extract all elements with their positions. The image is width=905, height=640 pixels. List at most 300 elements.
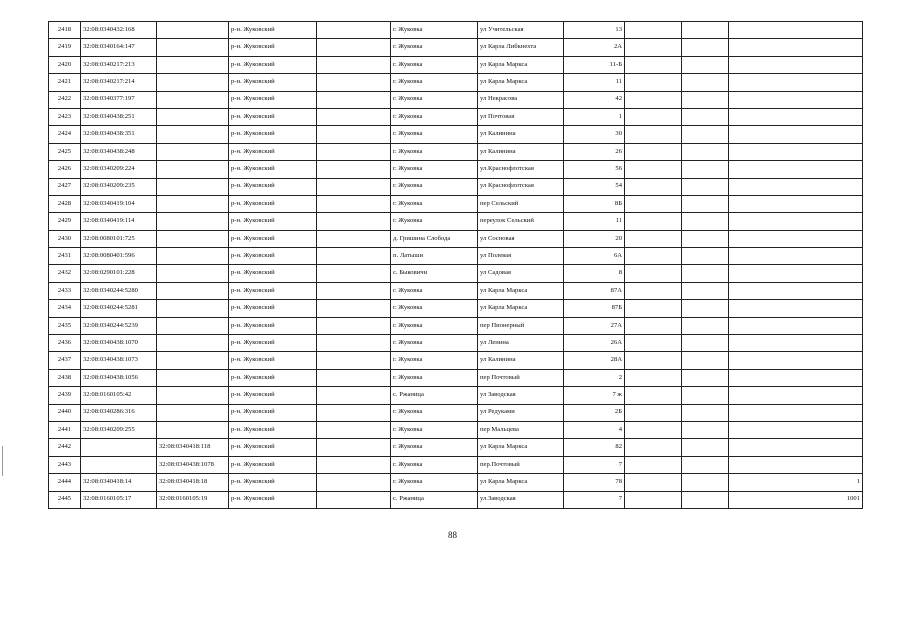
table-row bbox=[49, 22, 863, 39]
settlement-cell: г. Жуковка bbox=[391, 404, 478, 421]
district-cell: р-н. Жуковский bbox=[229, 352, 317, 369]
table-row bbox=[49, 282, 863, 299]
settlement-cell: г. Жуковка bbox=[391, 300, 478, 317]
settlement-cell: г. Жуковка bbox=[391, 421, 478, 438]
settlement-cell: г. Жуковка bbox=[391, 56, 478, 73]
settlement-cell: г. Жуковка bbox=[391, 213, 478, 230]
blank-cell bbox=[682, 265, 729, 282]
settlement-cell: г. Жуковка bbox=[391, 108, 478, 125]
blank-cell bbox=[625, 161, 682, 178]
blank-cell bbox=[625, 248, 682, 265]
blank-cell bbox=[682, 56, 729, 73]
table-row bbox=[49, 213, 863, 230]
row-number-cell: 2422 bbox=[49, 91, 81, 108]
street-cell: ул Калинина bbox=[478, 352, 564, 369]
table-row bbox=[49, 39, 863, 56]
blank-cell bbox=[317, 126, 391, 143]
table-row bbox=[49, 456, 863, 473]
row-number-cell: 2424 bbox=[49, 126, 81, 143]
extra-value-cell bbox=[729, 282, 863, 299]
extra-value-cell bbox=[729, 91, 863, 108]
settlement-cell: г. Жуковка bbox=[391, 317, 478, 334]
district-cell: р-н. Жуковский bbox=[229, 404, 317, 421]
settlement-cell: с. Ржаница bbox=[391, 387, 478, 404]
row-number-cell: 2433 bbox=[49, 282, 81, 299]
blank-cell bbox=[625, 56, 682, 73]
row-number-cell: 2436 bbox=[49, 335, 81, 352]
row-number-cell: 2419 bbox=[49, 39, 81, 56]
district-cell: р-н. Жуковский bbox=[229, 317, 317, 334]
house-number-cell: 26А bbox=[564, 335, 625, 352]
district-cell: р-н. Жуковский bbox=[229, 335, 317, 352]
cadastral-number-2-cell bbox=[157, 404, 229, 421]
house-number-cell: 11-Б bbox=[564, 56, 625, 73]
district-cell: р-н. Жуковский bbox=[229, 230, 317, 247]
street-cell: ул Карла Маркса bbox=[478, 474, 564, 491]
street-cell: пер Сельский bbox=[478, 195, 564, 212]
blank-cell bbox=[317, 300, 391, 317]
street-cell: ул Садовая bbox=[478, 265, 564, 282]
blank-cell bbox=[317, 74, 391, 91]
page-number: 88 bbox=[448, 530, 457, 540]
extra-value-cell bbox=[729, 161, 863, 178]
blank-cell bbox=[682, 248, 729, 265]
cadastral-number-cell: 32:08:0340286:316 bbox=[81, 404, 157, 421]
row-number-cell: 2432 bbox=[49, 265, 81, 282]
blank-cell bbox=[625, 213, 682, 230]
settlement-cell: г. Жуковка bbox=[391, 39, 478, 56]
blank-cell bbox=[317, 265, 391, 282]
street-cell: ул Краснофлотская bbox=[478, 178, 564, 195]
street-cell: ул Карла Маркса bbox=[478, 439, 564, 456]
settlement-cell: с. Быковичи bbox=[391, 265, 478, 282]
street-cell: ул Карла Либкнехта bbox=[478, 39, 564, 56]
blank-cell bbox=[682, 387, 729, 404]
cadastral-number-2-cell bbox=[157, 317, 229, 334]
scan-edge-mark bbox=[2, 446, 3, 476]
row-number-cell: 2420 bbox=[49, 56, 81, 73]
blank-cell bbox=[625, 108, 682, 125]
house-number-cell: 11 bbox=[564, 213, 625, 230]
street-cell: ул.Заводская bbox=[478, 491, 564, 508]
row-number-cell: 2439 bbox=[49, 387, 81, 404]
street-cell: ул Некрасова bbox=[478, 91, 564, 108]
street-cell: ул Полевая bbox=[478, 248, 564, 265]
cadastral-number-cell: 32:08:0340438:351 bbox=[81, 126, 157, 143]
house-number-cell: 28А bbox=[564, 352, 625, 369]
cadastral-number-cell: 32:08:0340438:251 bbox=[81, 108, 157, 125]
district-cell: р-н. Жуковский bbox=[229, 195, 317, 212]
table-row bbox=[49, 404, 863, 421]
settlement-cell: г. Жуковка bbox=[391, 126, 478, 143]
house-number-cell: 2 bbox=[564, 369, 625, 386]
blank-cell bbox=[625, 265, 682, 282]
blank-cell bbox=[682, 282, 729, 299]
cadastral-number-2-cell bbox=[157, 213, 229, 230]
house-number-cell: 56 bbox=[564, 161, 625, 178]
table-row bbox=[49, 91, 863, 108]
house-number-cell: 1 bbox=[564, 108, 625, 125]
district-cell: р-н. Жуковский bbox=[229, 369, 317, 386]
blank-cell bbox=[625, 335, 682, 352]
street-cell: пер Почтовый bbox=[478, 369, 564, 386]
row-number-cell: 2440 bbox=[49, 404, 81, 421]
district-cell: р-н. Жуковский bbox=[229, 126, 317, 143]
cadastral-number-cell: 32:08:0340438:1056 bbox=[81, 369, 157, 386]
house-number-cell: 13 bbox=[564, 22, 625, 39]
table-row bbox=[49, 178, 863, 195]
blank-cell bbox=[625, 491, 682, 508]
blank-cell bbox=[682, 369, 729, 386]
settlement-cell: г. Жуковка bbox=[391, 161, 478, 178]
table-row bbox=[49, 265, 863, 282]
cadastral-number-cell: 32:08:0340209:255 bbox=[81, 421, 157, 438]
settlement-cell: г. Жуковка bbox=[391, 74, 478, 91]
row-number-cell: 2445 bbox=[49, 491, 81, 508]
district-cell: р-н. Жуковский bbox=[229, 439, 317, 456]
row-number-cell: 2428 bbox=[49, 195, 81, 212]
house-number-cell: 7 ж bbox=[564, 387, 625, 404]
row-number-cell: 2427 bbox=[49, 178, 81, 195]
cadastral-number-cell: 32:08:0340419:114 bbox=[81, 213, 157, 230]
blank-cell bbox=[317, 387, 391, 404]
blank-cell bbox=[317, 178, 391, 195]
cadastral-number-cell: 32:08:0080401:596 bbox=[81, 248, 157, 265]
settlement-cell: г. Жуковка bbox=[391, 282, 478, 299]
blank-cell bbox=[317, 282, 391, 299]
blank-cell bbox=[682, 491, 729, 508]
blank-cell bbox=[317, 161, 391, 178]
district-cell: р-н. Жуковский bbox=[229, 56, 317, 73]
street-cell: пер.Почтовый bbox=[478, 456, 564, 473]
house-number-cell: 7 bbox=[564, 456, 625, 473]
blank-cell bbox=[625, 421, 682, 438]
blank-cell bbox=[625, 126, 682, 143]
district-cell: р-н. Жуковский bbox=[229, 265, 317, 282]
cadastral-number-2-cell bbox=[157, 161, 229, 178]
street-cell: ул Редуками bbox=[478, 404, 564, 421]
district-cell: р-н. Жуковский bbox=[229, 248, 317, 265]
cadastral-number-2-cell bbox=[157, 265, 229, 282]
cadastral-number-cell: 32:08:0160105:42 bbox=[81, 387, 157, 404]
row-number-cell: 2438 bbox=[49, 369, 81, 386]
table-row bbox=[49, 161, 863, 178]
district-cell: р-н. Жуковский bbox=[229, 39, 317, 56]
extra-value-cell bbox=[729, 248, 863, 265]
blank-cell bbox=[317, 404, 391, 421]
cadastral-number-cell: 32:08:0340438:1073 bbox=[81, 352, 157, 369]
street-cell: пер Мальцева bbox=[478, 421, 564, 438]
settlement-cell: г. Жуковка bbox=[391, 91, 478, 108]
row-number-cell: 2426 bbox=[49, 161, 81, 178]
blank-cell bbox=[682, 161, 729, 178]
cadastral-number-cell: 32:08:0340244:5281 bbox=[81, 300, 157, 317]
district-cell: р-н. Жуковский bbox=[229, 74, 317, 91]
blank-cell bbox=[682, 91, 729, 108]
row-number-cell: 2434 bbox=[49, 300, 81, 317]
street-cell: ул Почтовая bbox=[478, 108, 564, 125]
street-cell: ул Учительская bbox=[478, 22, 564, 39]
blank-cell bbox=[625, 352, 682, 369]
row-number-cell: 2421 bbox=[49, 74, 81, 91]
cadastral-number-2-cell bbox=[157, 248, 229, 265]
blank-cell bbox=[682, 74, 729, 91]
row-number-cell: 2441 bbox=[49, 421, 81, 438]
blank-cell bbox=[317, 248, 391, 265]
settlement-cell: г. Жуковка bbox=[391, 352, 478, 369]
extra-value-cell bbox=[729, 300, 863, 317]
blank-cell bbox=[317, 352, 391, 369]
blank-cell bbox=[682, 195, 729, 212]
extra-value-cell bbox=[729, 178, 863, 195]
blank-cell bbox=[317, 335, 391, 352]
table-row bbox=[49, 56, 863, 73]
blank-cell bbox=[317, 439, 391, 456]
cadastral-number-2-cell bbox=[157, 108, 229, 125]
table-row bbox=[49, 439, 863, 456]
row-number-cell: 2442 bbox=[49, 439, 81, 456]
extra-value-cell bbox=[729, 456, 863, 473]
street-cell: ул Карла Маркса bbox=[478, 74, 564, 91]
cadastral-number-2-cell bbox=[157, 74, 229, 91]
house-number-cell: 26 bbox=[564, 143, 625, 160]
cadastral-number-2-cell bbox=[157, 230, 229, 247]
district-cell: р-н. Жуковский bbox=[229, 213, 317, 230]
district-cell: р-н. Жуковский bbox=[229, 456, 317, 473]
blank-cell bbox=[682, 421, 729, 438]
blank-cell bbox=[625, 474, 682, 491]
settlement-cell: г. Жуковка bbox=[391, 22, 478, 39]
row-number-cell: 2430 bbox=[49, 230, 81, 247]
blank-cell bbox=[317, 230, 391, 247]
extra-value-cell bbox=[729, 387, 863, 404]
extra-value-cell bbox=[729, 74, 863, 91]
extra-value-cell bbox=[729, 143, 863, 160]
blank-cell bbox=[682, 474, 729, 491]
street-cell: ул Карла Маркса bbox=[478, 56, 564, 73]
cadastral-number-cell: 32:08:0340438:1070 bbox=[81, 335, 157, 352]
house-number-cell: 82 bbox=[564, 439, 625, 456]
blank-cell bbox=[317, 56, 391, 73]
settlement-cell: г. Жуковка bbox=[391, 178, 478, 195]
cadastral-number-cell: 32:08:0340164:147 bbox=[81, 39, 157, 56]
row-number-cell: 2429 bbox=[49, 213, 81, 230]
blank-cell bbox=[682, 213, 729, 230]
extra-value-cell bbox=[729, 404, 863, 421]
district-cell: р-н. Жуковский bbox=[229, 143, 317, 160]
table-row bbox=[49, 317, 863, 334]
blank-cell bbox=[625, 143, 682, 160]
settlement-cell: г. Жуковка bbox=[391, 474, 478, 491]
house-number-cell: 30 bbox=[564, 126, 625, 143]
row-number-cell: 2431 bbox=[49, 248, 81, 265]
blank-cell bbox=[682, 39, 729, 56]
cadastral-number-2-cell bbox=[157, 22, 229, 39]
table-row bbox=[49, 352, 863, 369]
district-cell: р-н. Жуковский bbox=[229, 421, 317, 438]
cadastral-number-2-cell bbox=[157, 91, 229, 108]
cadastral-number-cell: 32:08:0340217:214 bbox=[81, 74, 157, 91]
blank-cell bbox=[625, 91, 682, 108]
cadastral-number-2-cell bbox=[157, 421, 229, 438]
blank-cell bbox=[682, 108, 729, 125]
row-number-cell: 2444 bbox=[49, 474, 81, 491]
blank-cell bbox=[317, 369, 391, 386]
table-row bbox=[49, 126, 863, 143]
blank-cell bbox=[682, 22, 729, 39]
district-cell: р-н. Жуковский bbox=[229, 300, 317, 317]
blank-cell bbox=[682, 335, 729, 352]
blank-cell bbox=[317, 91, 391, 108]
cadastral-number-2-cell bbox=[157, 300, 229, 317]
blank-cell bbox=[625, 195, 682, 212]
cadastral-number-2-cell bbox=[157, 178, 229, 195]
row-number-cell: 2423 bbox=[49, 108, 81, 125]
cadastral-number-2-cell bbox=[157, 335, 229, 352]
row-number-cell: 2437 bbox=[49, 352, 81, 369]
extra-value-cell bbox=[729, 213, 863, 230]
street-cell: пер Пионерный bbox=[478, 317, 564, 334]
row-number-cell: 2443 bbox=[49, 456, 81, 473]
blank-cell bbox=[317, 456, 391, 473]
blank-cell bbox=[317, 108, 391, 125]
cadastral-number-2-cell bbox=[157, 39, 229, 56]
table-row bbox=[49, 421, 863, 438]
table-row bbox=[49, 335, 863, 352]
house-number-cell: 6А bbox=[564, 248, 625, 265]
cadastral-number-cell: 32:08:0340209:224 bbox=[81, 161, 157, 178]
street-cell: переулок Сельский bbox=[478, 213, 564, 230]
settlement-cell: г. Жуковка bbox=[391, 143, 478, 160]
extra-value-cell: 1001 bbox=[729, 491, 863, 508]
blank-cell bbox=[682, 456, 729, 473]
cadastral-number-2-cell bbox=[157, 126, 229, 143]
extra-value-cell bbox=[729, 126, 863, 143]
blank-cell bbox=[682, 317, 729, 334]
house-number-cell: 27А bbox=[564, 317, 625, 334]
district-cell: р-н. Жуковский bbox=[229, 161, 317, 178]
district-cell: р-н. Жуковский bbox=[229, 491, 317, 508]
table-row bbox=[49, 74, 863, 91]
table-row bbox=[49, 474, 863, 491]
blank-cell bbox=[317, 22, 391, 39]
blank-cell bbox=[682, 178, 729, 195]
settlement-cell: г. Жуковка bbox=[391, 195, 478, 212]
blank-cell bbox=[317, 317, 391, 334]
cadastral-number-cell: 32:08:0340217:213 bbox=[81, 56, 157, 73]
street-cell: ул Карла Маркса bbox=[478, 282, 564, 299]
district-cell: р-н. Жуковский bbox=[229, 22, 317, 39]
street-cell: ул.Краснофлотская bbox=[478, 161, 564, 178]
cadastral-number-2-cell bbox=[157, 387, 229, 404]
house-number-cell: 78 bbox=[564, 474, 625, 491]
table-row bbox=[49, 369, 863, 386]
house-number-cell: 8 bbox=[564, 265, 625, 282]
extra-value-cell: 1 bbox=[729, 474, 863, 491]
district-cell: р-н. Жуковский bbox=[229, 178, 317, 195]
cadastral-number-cell: 32:08:0340244:5239 bbox=[81, 317, 157, 334]
street-cell: ул Калинина bbox=[478, 126, 564, 143]
street-cell: ул Карла Маркса bbox=[478, 300, 564, 317]
house-number-cell: 2Б bbox=[564, 404, 625, 421]
cadastral-number-2-cell: 32:08:0340418:118 bbox=[157, 439, 229, 456]
extra-value-cell bbox=[729, 195, 863, 212]
table-row bbox=[49, 108, 863, 125]
house-number-cell: 7 bbox=[564, 491, 625, 508]
table-row bbox=[49, 195, 863, 212]
extra-value-cell bbox=[729, 335, 863, 352]
extra-value-cell bbox=[729, 421, 863, 438]
blank-cell bbox=[625, 387, 682, 404]
extra-value-cell bbox=[729, 369, 863, 386]
cadastral-number-2-cell bbox=[157, 195, 229, 212]
district-cell: р-н. Жуковский bbox=[229, 108, 317, 125]
table-body bbox=[49, 22, 863, 509]
registry-table bbox=[48, 21, 863, 509]
district-cell: р-н. Жуковский bbox=[229, 387, 317, 404]
cadastral-number-cell bbox=[81, 439, 157, 456]
house-number-cell: 20 bbox=[564, 230, 625, 247]
blank-cell bbox=[682, 404, 729, 421]
blank-cell bbox=[625, 39, 682, 56]
settlement-cell: г. Жуковка bbox=[391, 456, 478, 473]
table-row bbox=[49, 248, 863, 265]
street-cell: ул Калинина bbox=[478, 143, 564, 160]
house-number-cell: 11 bbox=[564, 74, 625, 91]
blank-cell bbox=[317, 195, 391, 212]
extra-value-cell bbox=[729, 317, 863, 334]
blank-cell bbox=[625, 230, 682, 247]
house-number-cell: 87Б bbox=[564, 300, 625, 317]
extra-value-cell bbox=[729, 230, 863, 247]
blank-cell bbox=[682, 126, 729, 143]
settlement-cell: п. Латыши bbox=[391, 248, 478, 265]
blank-cell bbox=[625, 369, 682, 386]
extra-value-cell bbox=[729, 39, 863, 56]
cadastral-number-2-cell: 32:08:0160105:19 bbox=[157, 491, 229, 508]
extra-value-cell bbox=[729, 56, 863, 73]
blank-cell bbox=[625, 282, 682, 299]
blank-cell bbox=[682, 300, 729, 317]
cadastral-number-2-cell bbox=[157, 282, 229, 299]
row-number-cell: 2425 bbox=[49, 143, 81, 160]
cadastral-number-2-cell bbox=[157, 369, 229, 386]
cadastral-number-2-cell: 32:08:0340438:1078 bbox=[157, 456, 229, 473]
district-cell: р-н. Жуковский bbox=[229, 282, 317, 299]
settlement-cell: д. Гришина Слобода bbox=[391, 230, 478, 247]
cadastral-number-cell: 32:08:0080101:725 bbox=[81, 230, 157, 247]
blank-cell bbox=[317, 39, 391, 56]
house-number-cell: 8Б bbox=[564, 195, 625, 212]
blank-cell bbox=[625, 439, 682, 456]
row-number-cell: 2418 bbox=[49, 22, 81, 39]
extra-value-cell bbox=[729, 108, 863, 125]
cadastral-number-cell: 32:08:0160105:17 bbox=[81, 491, 157, 508]
district-cell: р-н. Жуковский bbox=[229, 91, 317, 108]
extra-value-cell bbox=[729, 352, 863, 369]
table-row bbox=[49, 300, 863, 317]
blank-cell bbox=[682, 439, 729, 456]
cadastral-number-cell: 32:08:0290101:228 bbox=[81, 265, 157, 282]
cadastral-number-2-cell bbox=[157, 352, 229, 369]
table-row bbox=[49, 143, 863, 160]
cadastral-number-2-cell bbox=[157, 143, 229, 160]
blank-cell bbox=[682, 230, 729, 247]
table-row bbox=[49, 491, 863, 508]
cadastral-number-cell: 32:08:0340438:248 bbox=[81, 143, 157, 160]
blank-cell bbox=[625, 22, 682, 39]
extra-value-cell bbox=[729, 22, 863, 39]
